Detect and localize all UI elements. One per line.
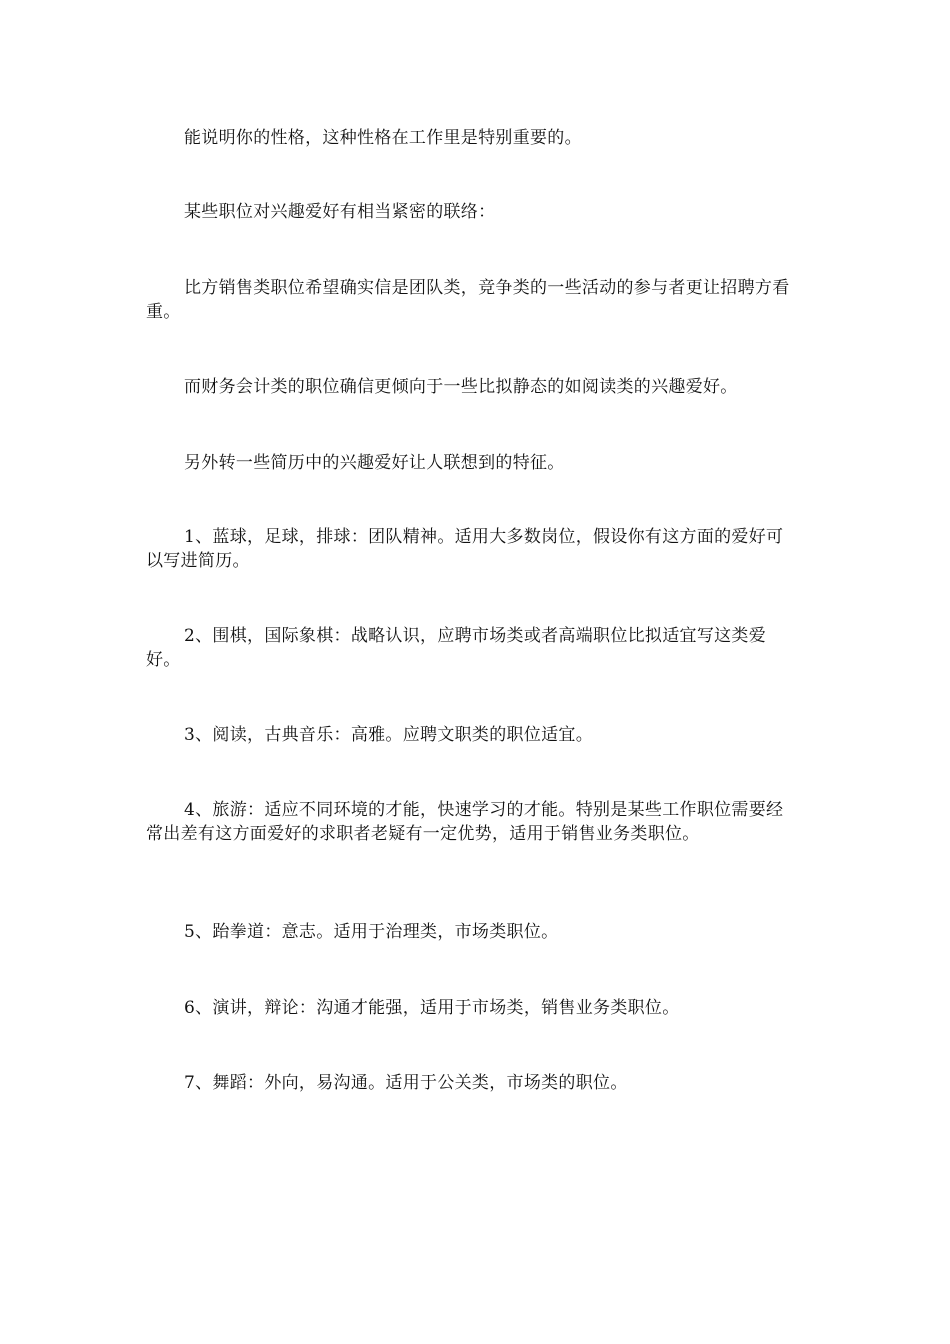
paragraph: 某些职位对兴趣爱好有相当紧密的联络： xyxy=(184,202,496,222)
paragraph: 另外转一些简历中的兴趣爱好让人联想到的特征。 xyxy=(184,453,565,473)
list-item-paragraph: 4、旅游：适应不同环境的才能，快速学习的才能。特别是某些工作职位需要经常出差有这方面爱好的求职者老疑有一定优势，适用于销售业务类职位。 xyxy=(146,800,784,844)
paragraph: 比方销售类职位希望确实信是团队类，竞争类的一些活动的参与者更让招聘方看重。 xyxy=(146,278,790,322)
list-item-paragraph: 3、阅读，古典音乐：高雅。应聘文职类的职位适宜。 xyxy=(184,725,594,745)
list-item-paragraph: 1、蓝球，足球，排球：团队精神。适用大多数岗位，假设你有这方面的爱好可以写进简历。 xyxy=(146,527,784,571)
paragraph: 能说明你的性格，这种性格在工作里是特别重要的。 xyxy=(184,128,582,148)
list-item-paragraph: 2、围棋，国际象棋：战略认识，应聘市场类或者高端职位比拟适宜写这类爱好。 xyxy=(146,626,767,670)
list-item-paragraph: 7、舞蹈：外向，易沟通。适用于公关类，市场类的职位。 xyxy=(184,1073,628,1093)
list-item-paragraph: 5、跆拳道：意志。适用于治理类，市场类职位。 xyxy=(184,922,559,942)
paragraph: 而财务会计类的职位确信更倾向于一些比拟静态的如阅读类的兴趣爱好。 xyxy=(184,377,738,397)
list-item-paragraph: 6、演讲，辩论：沟通才能强，适用于市场类，销售业务类职位。 xyxy=(184,998,680,1018)
